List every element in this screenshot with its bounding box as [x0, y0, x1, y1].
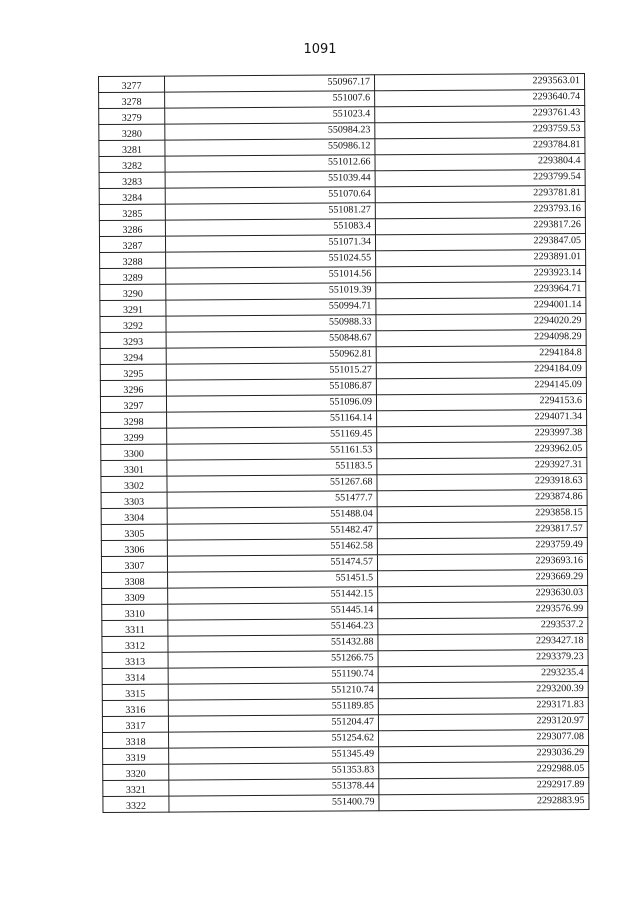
x-coordinate-cell: 551161.53 — [167, 443, 377, 460]
y-coordinate-cell: 2293962.05 — [377, 442, 587, 459]
x-coordinate-cell: 551070.64 — [165, 187, 375, 204]
point-id-cell: 3284 — [99, 188, 165, 204]
x-coordinate-cell: 551464.23 — [168, 619, 378, 636]
y-coordinate-cell: 2292988.05 — [379, 762, 589, 779]
point-id-cell: 3283 — [99, 172, 165, 188]
x-coordinate-cell: 551432.88 — [168, 635, 378, 652]
y-coordinate-cell: 2292917.89 — [379, 778, 589, 795]
x-coordinate-cell: 550962.81 — [166, 347, 376, 364]
y-coordinate-cell: 2293200.39 — [378, 682, 588, 699]
point-id-cell: 3277 — [99, 76, 165, 92]
point-id-cell: 3316 — [102, 700, 168, 716]
y-coordinate-cell: 2293120.97 — [378, 714, 588, 731]
x-coordinate-cell: 550988.33 — [166, 315, 376, 332]
point-id-cell: 3300 — [101, 444, 167, 460]
y-coordinate-cell: 2293640.74 — [375, 90, 585, 107]
x-coordinate-cell: 551007.6 — [165, 91, 375, 108]
point-id-cell: 3305 — [101, 524, 167, 540]
point-id-cell: 3282 — [99, 156, 165, 172]
y-coordinate-cell: 2294020.29 — [376, 314, 586, 331]
y-coordinate-cell: 2293427.18 — [378, 634, 588, 651]
x-coordinate-cell: 551451.5 — [168, 571, 378, 588]
x-coordinate-cell: 551462.58 — [167, 539, 377, 556]
point-id-cell: 3289 — [100, 268, 166, 284]
point-id-cell: 3297 — [100, 396, 166, 412]
y-coordinate-cell: 2293804.4 — [375, 154, 585, 171]
y-coordinate-cell: 2293036.29 — [379, 746, 589, 763]
x-coordinate-cell: 551488.04 — [167, 507, 377, 524]
x-coordinate-cell: 551477.7 — [167, 491, 377, 508]
y-coordinate-cell: 2293847.05 — [375, 234, 585, 251]
x-coordinate-cell: 551210.74 — [168, 683, 378, 700]
x-coordinate-cell: 551024.55 — [166, 251, 376, 268]
y-coordinate-cell: 2293891.01 — [376, 250, 586, 267]
point-id-cell: 3290 — [100, 284, 166, 300]
y-coordinate-cell: 2293759.53 — [375, 122, 585, 139]
x-coordinate-cell: 551204.47 — [168, 715, 378, 732]
y-coordinate-cell: 2294184.8 — [376, 346, 586, 363]
y-coordinate-cell: 2293874.86 — [377, 490, 587, 507]
y-coordinate-cell: 2293781.81 — [375, 186, 585, 203]
coordinates-table — [98, 73, 589, 813]
x-coordinate-cell: 550986.12 — [165, 139, 375, 156]
x-coordinate-cell: 550994.71 — [166, 299, 376, 316]
y-coordinate-cell: 2293918.63 — [377, 474, 587, 491]
point-id-cell: 3299 — [101, 428, 167, 444]
y-coordinate-cell: 2294098.29 — [376, 330, 586, 347]
point-id-cell: 3314 — [102, 668, 168, 684]
table-row — [103, 794, 589, 813]
x-coordinate-cell: 550984.23 — [165, 123, 375, 140]
y-coordinate-cell: 2293927.31 — [377, 458, 587, 475]
y-coordinate-cell: 2292883.95 — [379, 794, 589, 811]
point-id-cell: 3310 — [102, 604, 168, 620]
x-coordinate-cell: 551086.87 — [166, 379, 376, 396]
point-id-cell: 3308 — [102, 572, 168, 588]
y-coordinate-cell: 2293817.26 — [375, 218, 585, 235]
point-id-cell: 3285 — [99, 204, 165, 220]
point-id-cell: 3315 — [102, 684, 168, 700]
y-coordinate-cell: 2294145.09 — [376, 378, 586, 395]
point-id-cell: 3287 — [99, 236, 165, 252]
x-coordinate-cell: 551183.5 — [167, 459, 377, 476]
point-id-cell: 3292 — [100, 316, 166, 332]
x-coordinate-cell: 551266.75 — [168, 651, 378, 668]
point-id-cell: 3317 — [102, 716, 168, 732]
point-id-cell: 3303 — [101, 492, 167, 508]
y-coordinate-cell: 2293171.83 — [378, 698, 588, 715]
y-coordinate-cell: 2293997.38 — [377, 426, 587, 443]
point-id-cell: 3322 — [103, 796, 169, 812]
x-coordinate-cell: 551345.49 — [169, 747, 379, 764]
x-coordinate-cell: 551482.47 — [167, 523, 377, 540]
point-id-cell: 3291 — [100, 300, 166, 316]
point-id-cell: 3280 — [99, 124, 165, 140]
coordinates-table-body — [99, 74, 589, 813]
y-coordinate-cell: 2294071.34 — [377, 410, 587, 427]
y-coordinate-cell: 2293964.71 — [376, 282, 586, 299]
x-coordinate-cell: 551400.79 — [169, 795, 379, 812]
point-id-cell: 3296 — [100, 380, 166, 396]
x-coordinate-cell: 550967.17 — [165, 75, 375, 92]
x-coordinate-cell: 551169.45 — [167, 427, 377, 444]
x-coordinate-cell: 551096.09 — [166, 395, 376, 412]
point-id-cell: 3307 — [101, 556, 167, 572]
x-coordinate-cell: 551081.27 — [165, 203, 375, 220]
x-coordinate-cell: 551015.27 — [166, 363, 376, 380]
point-id-cell: 3319 — [103, 748, 169, 764]
x-coordinate-cell: 551474.57 — [167, 555, 377, 572]
point-id-cell: 3320 — [103, 764, 169, 780]
point-id-cell: 3321 — [103, 780, 169, 796]
x-coordinate-cell: 551012.66 — [165, 155, 375, 172]
point-id-cell: 3306 — [101, 540, 167, 556]
point-id-cell: 3309 — [102, 588, 168, 604]
point-id-cell: 3286 — [99, 220, 165, 236]
point-id-cell: 3295 — [100, 364, 166, 380]
x-coordinate-cell: 551254.62 — [169, 731, 379, 748]
x-coordinate-cell: 551019.39 — [166, 283, 376, 300]
y-coordinate-cell: 2293379.23 — [378, 650, 588, 667]
page-number: 1091 — [303, 42, 337, 57]
y-coordinate-cell: 2293630.03 — [378, 586, 588, 603]
y-coordinate-cell: 2294184.09 — [376, 362, 586, 379]
point-id-cell: 3293 — [100, 332, 166, 348]
point-id-cell: 3304 — [101, 508, 167, 524]
y-coordinate-cell: 2293563.01 — [374, 74, 584, 91]
point-id-cell: 3281 — [99, 140, 165, 156]
y-coordinate-cell: 2293759.49 — [377, 538, 587, 555]
x-coordinate-cell: 551164.14 — [167, 411, 377, 428]
x-coordinate-cell: 551267.68 — [167, 475, 377, 492]
point-id-cell: 3301 — [101, 460, 167, 476]
point-id-cell: 3302 — [101, 476, 167, 492]
x-coordinate-cell: 551445.14 — [168, 603, 378, 620]
x-coordinate-cell: 551190.74 — [168, 667, 378, 684]
point-id-cell: 3318 — [103, 732, 169, 748]
y-coordinate-cell: 2293817.57 — [377, 522, 587, 539]
point-id-cell: 3279 — [99, 108, 165, 124]
y-coordinate-cell: 2293235.4 — [378, 666, 588, 683]
point-id-cell: 3294 — [100, 348, 166, 364]
x-coordinate-cell: 551189.85 — [168, 699, 378, 716]
x-coordinate-cell: 551014.56 — [166, 267, 376, 284]
y-coordinate-cell: 2293923.14 — [376, 266, 586, 283]
point-id-cell: 3278 — [99, 92, 165, 108]
y-coordinate-cell: 2294153.6 — [376, 394, 586, 411]
y-coordinate-cell: 2294001.14 — [376, 298, 586, 315]
point-id-cell: 3298 — [101, 412, 167, 428]
x-coordinate-cell: 551083.4 — [165, 219, 375, 236]
point-id-cell: 3313 — [102, 652, 168, 668]
point-id-cell: 3312 — [102, 636, 168, 652]
y-coordinate-cell: 2293761.43 — [375, 106, 585, 123]
x-coordinate-cell: 551071.34 — [165, 235, 375, 252]
y-coordinate-cell: 2293077.08 — [379, 730, 589, 747]
y-coordinate-cell: 2293793.16 — [375, 202, 585, 219]
y-coordinate-cell: 2293669.29 — [378, 570, 588, 587]
y-coordinate-cell: 2293576.99 — [378, 602, 588, 619]
point-id-cell: 3311 — [102, 620, 168, 636]
point-id-cell: 3288 — [100, 252, 166, 268]
x-coordinate-cell: 551378.44 — [169, 779, 379, 796]
y-coordinate-cell: 2293784.81 — [375, 138, 585, 155]
y-coordinate-cell: 2293693.16 — [377, 554, 587, 571]
y-coordinate-cell: 2293799.54 — [375, 170, 585, 187]
x-coordinate-cell: 551442.15 — [168, 587, 378, 604]
y-coordinate-cell: 2293537.2 — [378, 618, 588, 635]
x-coordinate-cell: 551353.83 — [169, 763, 379, 780]
y-coordinate-cell: 2293858.15 — [377, 506, 587, 523]
x-coordinate-cell: 551023.4 — [165, 107, 375, 124]
x-coordinate-cell: 551039.44 — [165, 171, 375, 188]
x-coordinate-cell: 550848.67 — [166, 331, 376, 348]
